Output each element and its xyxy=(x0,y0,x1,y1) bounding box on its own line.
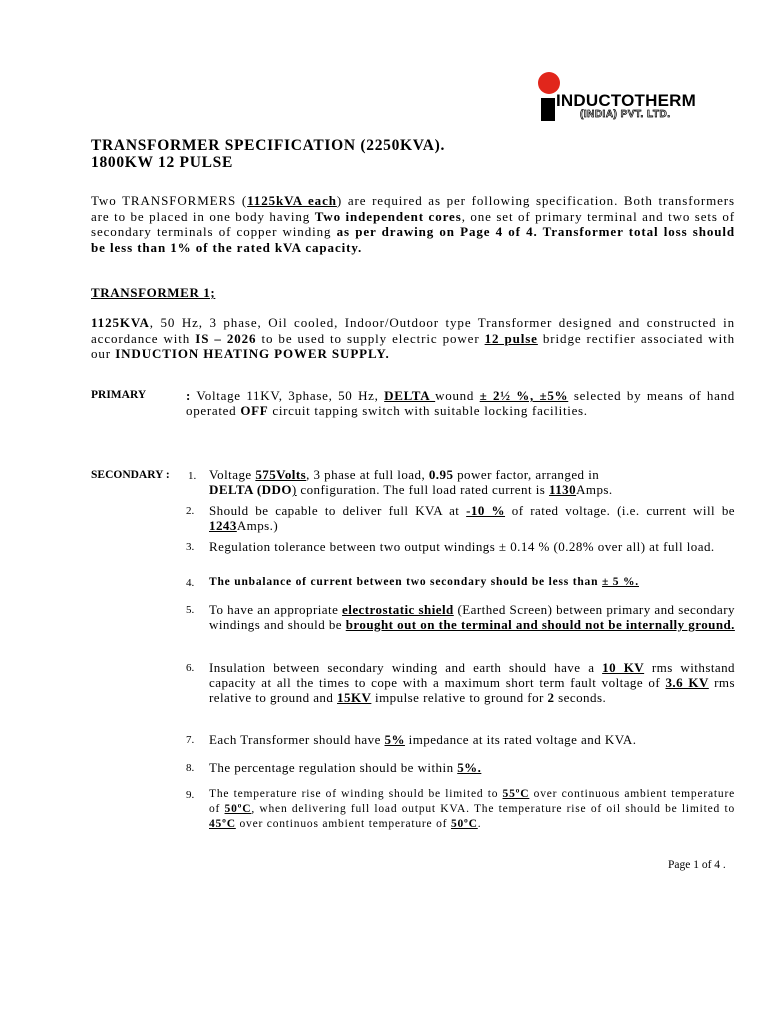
item-text: configuration. The full load rated current is xyxy=(296,482,549,498)
item-text: Amps. xyxy=(576,482,613,498)
secondary-label xyxy=(91,469,170,481)
intro-text: Two TRANSFORMERS ( xyxy=(91,193,248,208)
secondary-item-1 xyxy=(209,467,735,497)
item-text: Regulation tolerance between two output windings ± 0.14 % (0.28% over all) at full load. xyxy=(209,539,715,554)
item-ambient-temp: 50ºC xyxy=(450,818,478,831)
primary-colon: : xyxy=(186,388,192,403)
secondary-item-9 xyxy=(209,787,735,833)
t1-pulse: 12 pulse xyxy=(484,330,538,346)
secondary-item-4 xyxy=(209,575,735,590)
primary-text-part: circuit tapping switch with suitable locking facilities. xyxy=(268,403,588,419)
item-seconds: 2 xyxy=(547,690,555,706)
item-text: Amps.) xyxy=(236,518,279,534)
t1-power-supply: INDUCTION HEATING POWER SUPPLY. xyxy=(115,346,390,361)
item-text: rms relative to ground and xyxy=(209,675,735,706)
transformer-1-paragraph xyxy=(91,315,735,362)
primary-text-part: Voltage 11KV, 3phase, 50 Hz, xyxy=(196,388,385,403)
item-text: Should be capable to deliver full KVA at xyxy=(209,503,467,518)
t1-text: , 50 Hz, 3 phase, Oil cooled, Indoor/Outdoor type Transformer designed and constructed in accordance with xyxy=(91,315,735,346)
primary-text-part: wound xyxy=(435,388,480,403)
intro-drawing-note: as per drawing on Page 4 of 4. Transformer total loss should be less than 1% of the rated kVA capacity. xyxy=(91,224,736,255)
item-text: (Earthed Screen) between primary and secondary windings and should be xyxy=(209,602,735,633)
item-text: impedance at its rated voltage and KVA. xyxy=(404,732,637,747)
secondary-item-2-number: 2. xyxy=(186,505,195,517)
document-title xyxy=(91,137,445,171)
item-text: Each Transformer should have xyxy=(209,732,385,747)
secondary-item-7 xyxy=(209,732,735,747)
item-text: over continuous ambient temperature of xyxy=(209,788,735,816)
secondary-item-7-number: 7. xyxy=(186,734,195,746)
item-text: of rated voltage. (i.e. current will be xyxy=(505,503,735,518)
item-current: 1130 xyxy=(548,482,577,498)
secondary-label-text: SECONDARY xyxy=(91,469,164,481)
item-power-factor: 0.95 xyxy=(428,467,454,482)
t1-text: bridge rectifier associated with our xyxy=(91,330,736,361)
secondary-item-8-number: 8. xyxy=(186,762,195,774)
secondary-item-5-number: 5. xyxy=(186,604,195,616)
secondary-item-3 xyxy=(209,539,735,554)
primary-text-part: selected by means of hand operated xyxy=(186,388,736,419)
item-text: Voltage xyxy=(209,467,256,482)
secondary-item-2 xyxy=(209,503,735,533)
intro-text: , one set of primary terminal and two sets of secondary terminals of copper winding xyxy=(91,208,736,239)
intro-cores: Two independent cores xyxy=(314,208,462,224)
item-oil-temp: 45ºC xyxy=(209,818,236,831)
t1-text: to be used to supply electric power xyxy=(256,330,485,346)
logo-name: INDUCTOTHERM xyxy=(556,91,696,110)
item-voltage: 575Volts xyxy=(255,467,307,482)
item-terminal: brought out on the terminal and should not be internally ground. xyxy=(345,617,735,633)
t1-rating: 1125KVA xyxy=(91,315,150,330)
secondary-item-6 xyxy=(209,660,735,706)
item-impedance: 5% xyxy=(384,732,405,747)
t1-standard: IS – 2026 xyxy=(195,330,257,346)
intro-text: ) are required as per following specification. Both transformers are to be placed in one body having xyxy=(91,193,735,224)
item-text: , 3 phase at full load, xyxy=(306,467,429,482)
transformer-1-heading: TRANSFORMER 1; xyxy=(91,285,216,300)
item-regulation: 5%. xyxy=(457,760,482,775)
item-delta: DELTA (DDO xyxy=(209,482,292,498)
secondary-item-5 xyxy=(209,602,735,632)
logo-subtitle: (INDIA) PVT. LTD. xyxy=(580,109,671,120)
item-impulse: 15KV xyxy=(337,690,372,706)
item-ambient-temp: 50ºC xyxy=(224,803,252,816)
item-text: ) xyxy=(291,482,297,498)
company-logo xyxy=(538,72,718,124)
item-shield: electrostatic shield xyxy=(342,602,454,617)
primary-tapping: ± 2½ %, ±5% xyxy=(479,388,569,403)
secondary-colon: : xyxy=(165,469,170,481)
item-voltage-tolerance: -10 % xyxy=(466,503,506,518)
item-text: Insulation between secondary winding and earth should have a xyxy=(209,660,603,675)
primary-text xyxy=(186,388,735,418)
item-text: seconds. xyxy=(554,690,607,706)
item-text: rms withstand capacity at all the times to cope with a maximum short term fault voltage of xyxy=(209,660,736,691)
logo-bar-icon xyxy=(541,98,555,121)
item-text: . xyxy=(477,818,482,831)
item-text: The temperature rise of winding should be limited to xyxy=(209,788,503,800)
primary-label: PRIMARY xyxy=(91,389,147,401)
primary-delta: DELTA xyxy=(384,388,436,403)
item-text: power factor, arranged in xyxy=(453,467,600,482)
item-fault-voltage: 3.6 KV xyxy=(665,675,709,691)
item-text: To have an appropriate xyxy=(209,602,343,617)
item-winding-temp: 55ºC xyxy=(502,788,530,800)
secondary-item-4-number: 4. xyxy=(186,577,195,589)
item-unbalance: ± 5 %. xyxy=(601,576,639,588)
secondary-item-8 xyxy=(209,760,735,775)
item-insulation: 10 KV xyxy=(602,660,645,675)
item-text: over continuos ambient temperature of xyxy=(235,818,451,831)
page-number: Page 1 of 4 . xyxy=(668,859,726,871)
item-text: , when delivering full load output KVA. The temperature rise of oil should be limited to xyxy=(251,803,735,816)
title-line-2: 1800KW 12 PULSE xyxy=(91,154,233,171)
secondary-item-9-number: 9. xyxy=(186,789,195,801)
secondary-item-1-number: 1. xyxy=(188,470,197,482)
primary-off: OFF xyxy=(240,403,269,419)
item-text: The unbalance of current between two secondary should be less than xyxy=(209,576,602,588)
title-line-1: TRANSFORMER SPECIFICATION (2250KVA). xyxy=(91,137,446,154)
intro-capacity: 1125kVA each xyxy=(247,193,337,208)
secondary-item-3-number: 3. xyxy=(186,541,195,553)
item-current: 1243 xyxy=(209,518,237,534)
secondary-item-6-number: 6. xyxy=(186,662,195,674)
item-text: impulse relative to ground for xyxy=(371,690,548,706)
intro-paragraph xyxy=(91,193,735,255)
item-text: The percentage regulation should be within xyxy=(209,760,458,775)
